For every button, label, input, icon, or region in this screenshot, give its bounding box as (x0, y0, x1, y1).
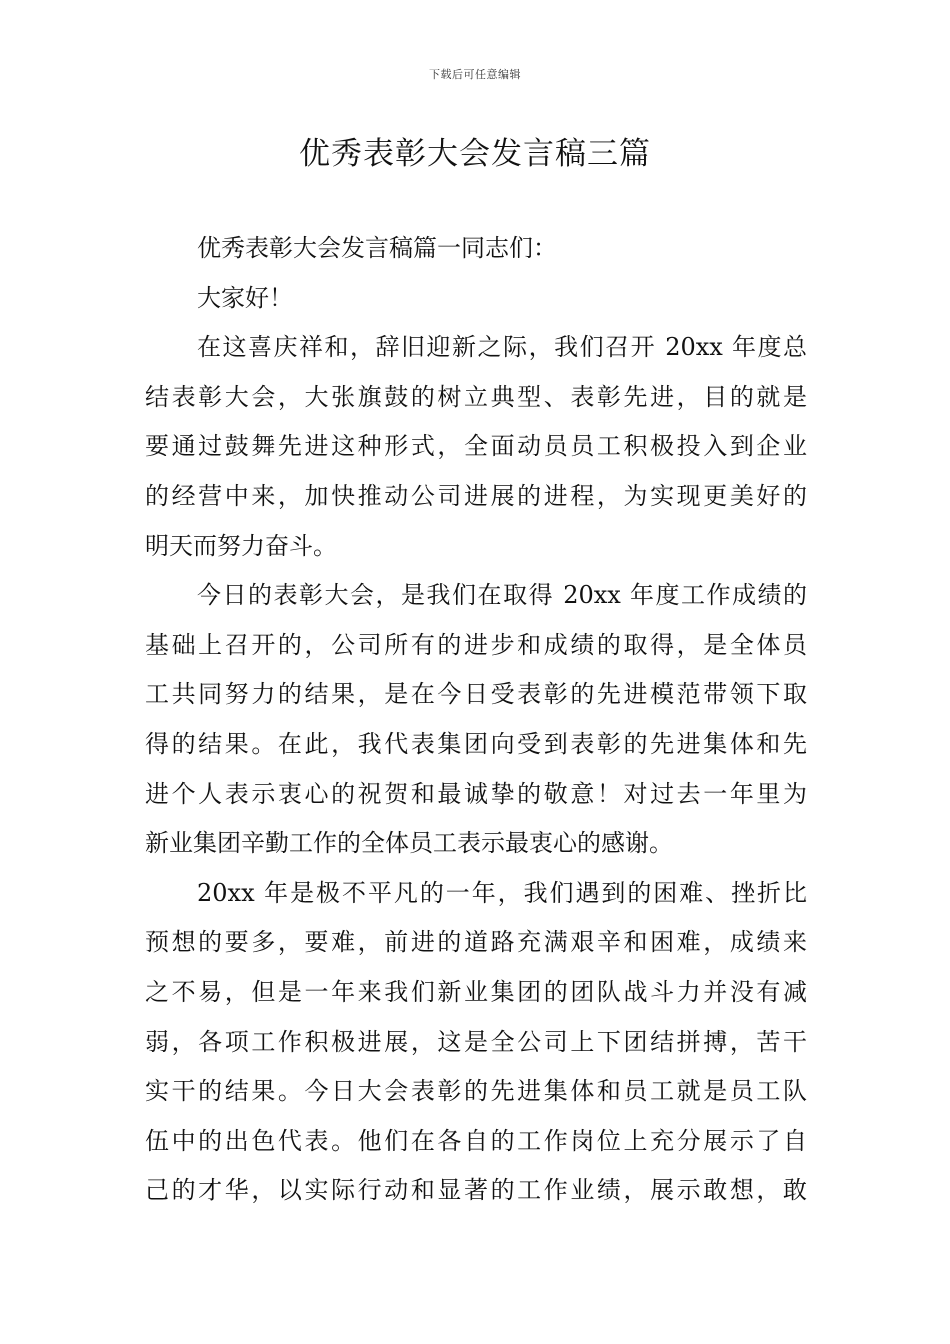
body-line: 之不易，但是一年来我们新业集团的团队战斗力并没有减 (145, 977, 807, 1006)
body-line: 大家好！ (197, 283, 293, 312)
document-body (145, 224, 807, 1216)
header-note: 下载后可任意编辑 (429, 68, 521, 81)
body-line: 弱，各项工作积极进展，这是全公司上下团结拼搏，苦干 (145, 1027, 807, 1056)
body-line: 新业集团辛勤工作的全体员工表示最衷心的感谢。 (145, 829, 673, 858)
body-line: 得的结果。在此，我代表集团向受到表彰的先进集体和先 (145, 729, 807, 758)
body-line: 基础上召开的，公司所有的进步和成绩的取得，是全体员 (145, 630, 807, 659)
body-line: 要通过鼓舞先进这种形式，全面动员员工积极投入到企业 (145, 432, 807, 461)
body-line: 预想的要多，要难，前进的道路充满艰辛和困难，成绩来 (145, 928, 807, 957)
body-line: 己的才华，以实际行动和显著的工作业绩，展示敢想，敢 (145, 1176, 807, 1205)
body-line: 明天而努力奋斗。 (145, 531, 337, 560)
body-line: 工共同努力的结果，是在今日受表彰的先进模范带领下取 (145, 680, 807, 709)
body-line: 实干的结果。今日大会表彰的先进集体和员工就是员工队 (145, 1077, 807, 1106)
body-line: 的经营中来，加快推动公司进展的进程，为实现更美好的 (145, 481, 807, 510)
body-line: 伍中的出色代表。他们在各自的工作岗位上充分展示了自 (145, 1126, 807, 1155)
body-line: 结表彰大会，大张旗鼓的树立典型、表彰先进，目的就是 (145, 382, 807, 411)
document-title: 优秀表彰大会发言稿三篇 (299, 136, 651, 172)
body-line: 20xx 年是极不平凡的一年，我们遇到的困难、挫折比 (197, 878, 807, 907)
body-line: 在这喜庆祥和，辞旧迎新之际，我们召开 20xx 年度总 (197, 333, 807, 362)
body-line: 优秀表彰大会发言稿篇一同志们： (197, 234, 557, 262)
body-line: 进个人表示衷心的祝贺和最诚挚的敬意！对过去一年里为 (145, 779, 807, 808)
body-line: 今日的表彰大会，是我们在取得 20xx 年度工作成绩的 (197, 581, 807, 610)
